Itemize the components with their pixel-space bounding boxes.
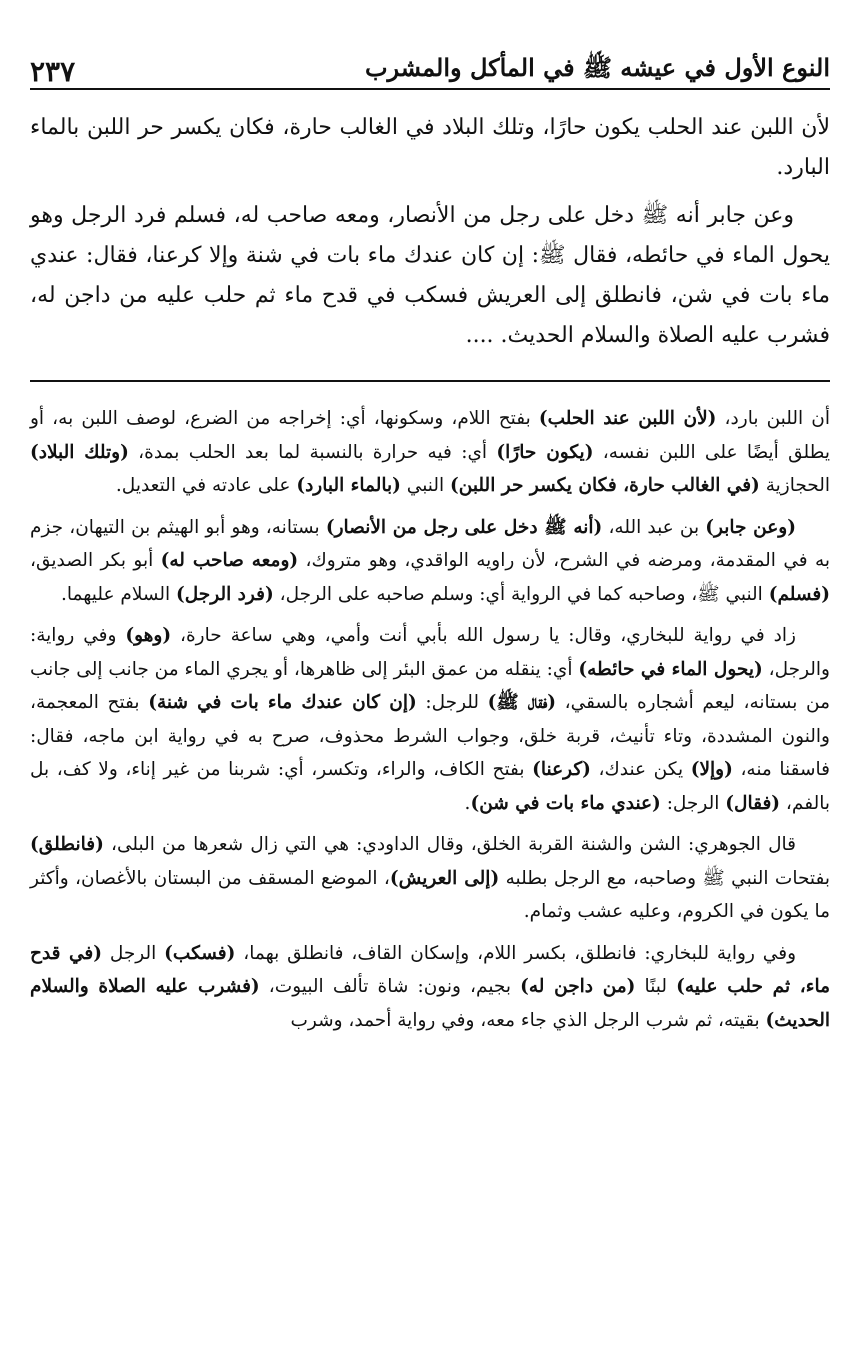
- quoted-phrase: (يكون حارًا): [496, 441, 594, 463]
- quoted-phrase: (لأن اللبن عند الحلب): [538, 408, 717, 429]
- quoted-phrase: (عندي ماء بات في شن): [470, 792, 661, 814]
- quoted-phrase: (أنه ﷺ دخل على رجل من الأنصار): [325, 516, 603, 538]
- quoted-phrase: (من داجن له): [520, 976, 636, 997]
- commentary-text: بفتح المعجمة، والنون المشددة، وتاء تأنيث، قربة خلق، وجواب الشرط محذوف، صرح به في رواية ابن ماجه، فقال: فاسقنا منه،: [30, 692, 830, 780]
- commentary-paragraph: [30, 511, 830, 612]
- commentary-text: أبو بكر الصديق،: [30, 550, 161, 571]
- commentary-text: النبي ﷺ، وصاحبه كما في الرواية أي: وسلم صاحبه على الرجل،: [273, 583, 769, 605]
- commentary-text: بفتح اللام، وسكونها، أي: إخراجه من الضرع، لوصف اللبن به، أو يطلق أيضًا على اللبن نفسه،: [30, 408, 831, 463]
- quoted-phrase: (وإلا): [690, 759, 733, 780]
- commentary-text: بقيته، ثم شرب الرجل الذي جاء معه، وفي رواية أحمد، وشرب: [290, 1009, 766, 1031]
- page-number: ٢٣٧: [30, 55, 76, 88]
- commentary-text: .: [464, 792, 471, 814]
- commentary-text: أي: فيه حرارة بالنسبة لما بعد الحلب بمدة،: [128, 441, 497, 463]
- book-page: [30, 38, 830, 1338]
- quoted-phrase: (في قدح ماء، ثم حلب عليه): [30, 942, 830, 997]
- commentary-text: الرجل:: [660, 792, 726, 814]
- commentary-text: بجيم، ونون: شاة تألف البيوت،: [259, 976, 521, 997]
- main-paragraph: وعن جابر أنه ﷺ دخل على رجل من الأنصار، ومعه صاحب له، فسلم فرد الرجل وهو يحول الماء في حائطه، فقال ﷺ: إن كان عندك ماء بات في شنة وإلا كرعنا، فقال: عندي ماء بات في شن، فانطلق إلى العريش فسكب في قدح ماء ثم حلب عليه من داجن له، فشرب عليه الصلاة والسلام الحديث. ....: [30, 203, 830, 348]
- commentary: [30, 402, 830, 1037]
- main-paragraph: لأن اللبن عند الحلب يكون حارًا، وتلك البلاد في الغالب حارة، فكان يكسر حر اللبن بالماء البارد.: [30, 115, 830, 180]
- commentary-paragraph: [30, 619, 830, 820]
- quoted-phrase: (يحول الماء في حائطه): [578, 658, 763, 680]
- quoted-phrase: (فقال): [725, 792, 781, 814]
- quoted-phrase: (فانطلق): [30, 834, 104, 855]
- main-text: [30, 108, 830, 356]
- quoted-phrase: (في الغالب حارة، فكان يكسر حر اللبن): [450, 475, 760, 496]
- page-header: [30, 38, 830, 90]
- commentary-text: وفي رواية للبخاري: فانطلق، بكسر اللام، وإسكان القاف، فانطلق بهما،: [235, 942, 796, 964]
- commentary-text: زاد في رواية للبخاري، وقال: يا رسول الله بأبي أنت وأمي، وهي ساعة حارة،: [171, 625, 796, 646]
- running-title: النوع الأول في عيشه ﷺ في المأكل والمشرب: [364, 53, 830, 82]
- commentary-text: وفي رواية: والرجل،: [30, 625, 830, 680]
- commentary-text: للرجل:: [416, 692, 488, 713]
- commentary-text: بن عبد الله،: [602, 516, 706, 538]
- commentary-text: لبنًا: [635, 976, 677, 997]
- quoted-phrase: (فرد الرجل): [176, 583, 274, 605]
- commentary-text: السلام عليهما.: [61, 583, 177, 605]
- commentary-text: الرجل: [101, 942, 165, 964]
- quoted-phrase: (كرعنا): [532, 759, 591, 780]
- commentary-text: أي: ينقله من عمق البئر إلى ظاهرها، أو يجري الماء من جانب إلى جانب من بستانه، ليعم أشجاره بالسقي،: [30, 658, 830, 713]
- quoted-phrase: (فسلم): [768, 583, 830, 605]
- commentary-text: بفتحات النبي ﷺ وصاحبه، مع الرجل بطلبه: [499, 867, 830, 889]
- commentary-text: بستانه، وهو أبو الهيثم بن التيهان، جزم به في المقدمة، ومرضه في الشرح، لأن راويه الواقدي، وهو متروك،: [30, 516, 831, 571]
- quoted-phrase: (بالماء البارد): [296, 475, 401, 496]
- commentary-paragraph: [30, 937, 830, 1038]
- quoted-phrase: (فشرب عليه الصلاة والسلام الحديث): [30, 976, 830, 1031]
- quoted-phrase: (فسكب): [164, 942, 236, 964]
- separator-line: [30, 380, 830, 382]
- commentary-text: بفتح الكاف، والراء، وتكسر، أي: شربنا من غير إناء، ولا كف، بل بالفم،: [30, 759, 830, 814]
- quoted-phrase: (إلى العريش): [389, 867, 500, 889]
- commentary-text: يكن عندك،: [590, 759, 691, 780]
- commentary-text: أن اللبن بارد،: [716, 408, 830, 429]
- quoted-phrase: (إن كان عندك ماء بات في شنة): [148, 692, 417, 713]
- commentary-text: الحجازية: [759, 475, 830, 496]
- quoted-phrase: (فقال ﷺ): [487, 692, 557, 713]
- commentary-paragraph: [30, 402, 830, 503]
- commentary-text: قال الجوهري: الشن والشنة القربة الخلق، وقال الداودي: هي التي زال شعرها من البلى،: [103, 834, 796, 855]
- quoted-phrase: (وتلك البلاد): [30, 441, 129, 463]
- commentary-text: النبي: [400, 475, 451, 496]
- commentary-paragraph: [30, 828, 830, 929]
- commentary-text: ، الموضع المسقف من البستان بالأغصان، وأكثر ما يكون في الكروم، وعليه عشب وثمام.: [30, 867, 830, 922]
- quoted-phrase: (وعن جابر): [705, 516, 796, 538]
- commentary-text: على عادته في التعديل.: [115, 475, 297, 496]
- quoted-phrase: (وهو): [125, 625, 172, 646]
- quoted-phrase: (ومعه صاحب له): [160, 550, 299, 571]
